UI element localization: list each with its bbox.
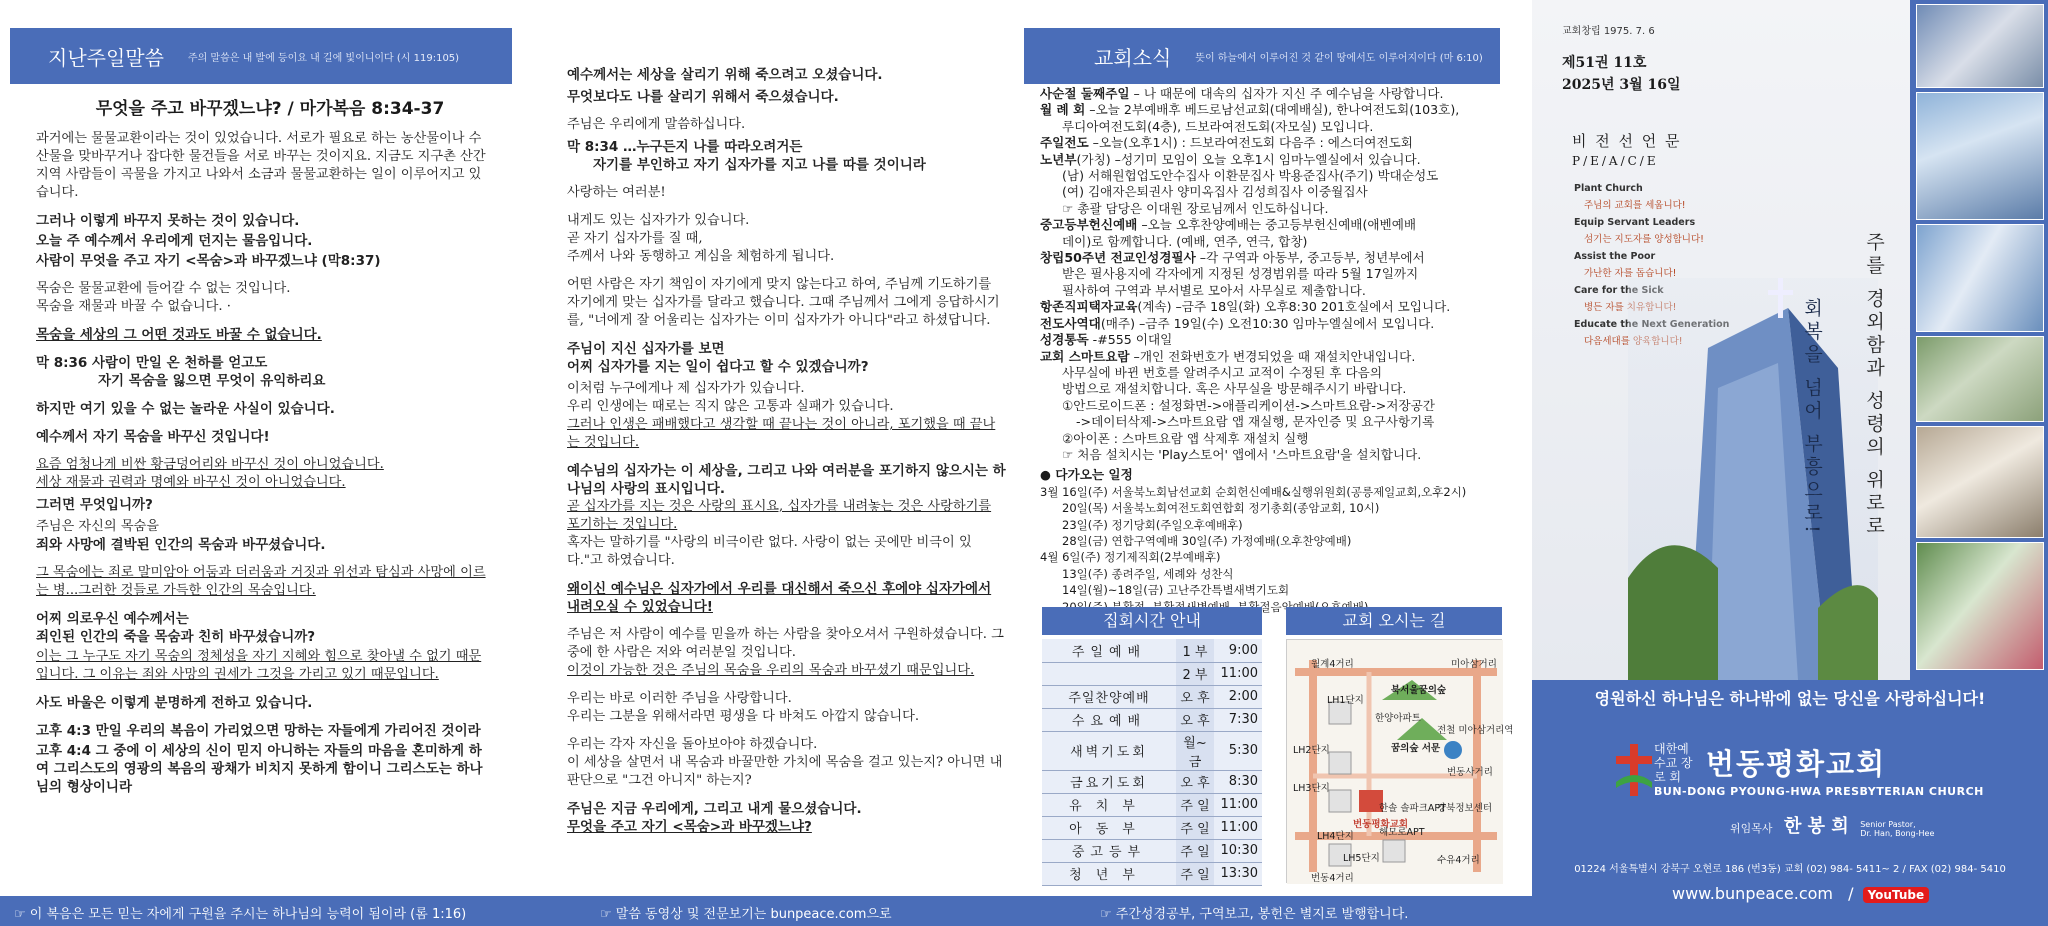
church-name: 번동평화교회 — [1706, 747, 1887, 781]
news-item: (남) 서해원헙업도안수집사 이환문집사 박용준집사(주기) 박대순성도 — [1062, 168, 1439, 184]
issue-date: 2025년 3월 16일 — [1562, 77, 1681, 93]
table-row: 주일예배 1 부 9:00 — [1042, 639, 1262, 662]
map-label: 번동4거리 — [1311, 873, 1354, 884]
news-item: ☞ 총괄 담당은 이대원 장로님께서 인도하십니다. — [1062, 200, 1329, 216]
sermon-para: 곧 자기 십자가를 질 때, — [567, 231, 703, 246]
sermon-column — [0, 0, 534, 926]
sermon-para: 어찌 의로우신 예수께서는 — [36, 611, 189, 627]
sermon-para: 목숨을 재물과 바꿀 수 없습니다. · — [36, 299, 231, 314]
sermon-para: 우리 인생에는 때로는 직지 않은 고통과 실패가 있습니다. — [567, 399, 894, 414]
sermon-para: 곧 십자가를 지는 것은 사랑의 표시요, 십자가를 내려놓는 것은 사랑하기를 포기하는 것입니다. — [567, 499, 992, 532]
map-label: LH3단지 — [1293, 783, 1330, 794]
map-label: 한양아파트 — [1375, 713, 1421, 724]
news-item: 주일전도 –오늘(오후1시) : 드보라여전도회 다음주 : 에스더여전도회 — [1040, 135, 1413, 151]
news-item: 필사하여 구역과 부서별로 모아서 사무실로 제출합니다. — [1062, 282, 1366, 298]
news-item: 창립50주년 전교인성경필사 –각 구역과 아동부, 중고등부, 청년부에서 — [1040, 250, 1425, 266]
church-photo — [1916, 336, 2044, 422]
map-canvas — [1286, 639, 1514, 884]
sermon-header-verse: 주의 말씀은 내 발에 등이요 내 길에 빛이니이다 (시 119:105) — [187, 52, 460, 64]
table-row: 청년부 주 일 13:30 — [1042, 862, 1262, 885]
church-photo — [1916, 542, 2044, 670]
sermon-para: 사도 바울은 이렇게 분명하게 전하고 있습니다. — [36, 695, 313, 711]
footer-verse: ☞ 이 복음은 모든 믿는 자에게 구원을 주시는 하나님의 능력이 됨이라 (롬 1:16) — [14, 907, 467, 922]
map-label: LH2단지 — [1293, 745, 1330, 756]
sermon-para: 목숨은 물물교환에 들어갈 수 없는 것입니다. — [36, 281, 291, 296]
map-label: 수유4거리 — [1437, 855, 1480, 866]
table-row: 수요예배 오 후 7:30 — [1042, 708, 1262, 731]
table-row: 주일찬양예배 오 후 2:00 — [1042, 685, 1262, 708]
footer-publication-note: ☞ 주간성경공부, 구역보고, 봉헌은 별지로 발행합니다. — [1100, 907, 1409, 922]
sermon-para: 주님이 지신 십자가를 보면 — [567, 341, 725, 357]
news-item: 교회 스마트요람 –개인 전화번호가 변경되었을 때 재설치안내입니다. — [1040, 348, 1416, 364]
sermon-para: 그 목숨에는 죄로 말미암아 어둠과 더러움과 거짓과 위선과 탐심과 사망에 이르는 병...그러한 것들로 가득한 인간의 목숨입니다. — [36, 565, 486, 598]
church-photo — [1916, 92, 2044, 220]
vertical-slogan-2: 회복을 넘어 부흥으로! — [1801, 298, 1823, 537]
map-label: 번동평화교회 — [1353, 819, 1409, 830]
issue-volume: 제51권 11호 — [1562, 55, 1647, 71]
church-name-block — [1654, 742, 1984, 798]
table-row: 아동부 주 일 11:00 — [1042, 816, 1262, 839]
church-photo — [1916, 426, 2044, 538]
map-label: LH1단지 — [1327, 695, 1364, 706]
news-item: 전도사역대(매주) –금주 19일(수) 오전10:30 임마누엘실에서 모입니다. — [1040, 315, 1435, 331]
sermon-para: 어떤 사람은 자기 책임이 자기에게 맞지 않는다고 하여, 주님께 기도하기를 자기에게 맞는 십자가를 달라고 했습니다. 그때 주님께서 그에게 응답하시기를, "너에게 잘 어울리는 십자가는 이미 십자가가 아니다"라고 하셨답니다. — [567, 277, 1000, 328]
news-item: 데이)로 함께합니다. (예배, 연주, 연극, 합창) — [1062, 233, 1308, 249]
church-news — [1040, 86, 1510, 615]
news-item: 성경통독 -#555 이대일 — [1040, 332, 1173, 348]
upcoming-item: 23일(주) 정기당회(주일오후예배후) — [1062, 517, 1243, 532]
sermon-continued-column — [555, 0, 1025, 926]
sermon-para: 주께서 나와 동행하고 계심을 체험하게 됩니다. — [567, 249, 835, 264]
upcoming-item: 4월 6일(주) 정기제직회(2부예배후) — [1040, 550, 1221, 565]
map-label: LH4단지 — [1317, 831, 1354, 842]
news-item: 루디아여전도회(4층), 드보라여전도회(자모실) 모입니다. — [1062, 118, 1374, 134]
sermon-para: 하지만 여기 있을 수 없는 놀라운 사실이 있습니다. — [36, 401, 335, 417]
news-item: ②아이폰 : 스마트요람 앱 삭제후 재설치 실행 — [1062, 430, 1309, 446]
upcoming-item: 20일(목) 서울북노회여전도회연합회 정기총회(종암교회, 10시) — [1062, 501, 1380, 516]
sermon-para: 이 세상을 살면서 내 목숨과 바꿀만한 가치에 목숨을 걸고 있는지? 아니면 내 판단으로 "그건 아니지" 하는지? — [567, 755, 1003, 788]
vision-item-en: Equip Servant Leaders — [1574, 217, 1696, 228]
sermon-para: 우리는 바로 이러한 주님을 사랑합니다. — [567, 691, 792, 706]
sermon-para: 자기를 부인하고 자기 십자가를 지고 나를 따를 것이니라 — [593, 157, 926, 173]
vision-title: 비 전 선 언 문 — [1572, 132, 1682, 150]
news-item: ->데이터삭제->스마트요람 앱 재실행, 문자인증 및 요구사항기록 — [1076, 414, 1435, 430]
vision-item-ko: 병든 자를 치유합니다! — [1584, 302, 1677, 313]
sermon-para: 그러나 이렇게 바꾸지 못하는 것이 있습니다. — [36, 213, 300, 229]
news-header — [1024, 28, 1500, 84]
sermon-para: 주님은 지금 우리에게, 그리고 내게 물으셨습니다. — [567, 801, 862, 817]
upcoming-title: ● 다가오는 일정 — [1040, 467, 1133, 483]
news-item: (여) 김애자은퇴권사 양미옥집사 김성희집사 이중월집사 — [1062, 184, 1368, 200]
pastor-title: 위임목사 — [1730, 822, 1773, 835]
youtube-icon[interactable]: YouTube — [1863, 887, 1930, 903]
church-photo — [1916, 224, 2044, 332]
cover-column — [1532, 0, 2048, 926]
denomination: 대한예수교 장 로 회 — [1654, 742, 1693, 784]
sermon-para: 왜이신 예수님은 십자가에서 우리를 대신해서 죽으신 후에야 십자가에서 내려오실 수 있었습니다! — [567, 581, 992, 615]
issue-info — [1562, 52, 1681, 96]
sermon-para: 자기 목숨을 잃으면 무엇이 유익하리요 — [98, 373, 326, 389]
vision-item-en: Care for the Sick — [1574, 285, 1664, 296]
news-item: ☞ 처음 설치시는 'Play스토어' 앱에서 '스마트요람'을 설치합니다. — [1062, 446, 1422, 462]
news-item: ①안드로이드폰 : 설정화면->애플리케이션->스마트요람->저장공간 — [1062, 397, 1435, 413]
news-item: 월 례 회 –오늘 2부예배후 베드로남선교회(대예배실), 한나여전도회(103호), — [1040, 102, 1460, 118]
upcoming-item: 14일(월)~18일(금) 고난주간특별새벽기도회 — [1062, 583, 1290, 598]
map-roads — [1287, 640, 1503, 884]
sermon-body — [36, 130, 486, 806]
sermon-para: 사랑하는 여러분! — [567, 185, 666, 200]
sermon-para: 그러나 인생은 패배했다고 생각할 때 끝나는 것이 아니라, 포기했을 때 끝나는 것입니다. — [567, 417, 996, 450]
news-item: 항존직피택자교육(계속) –금주 18일(화) 오후8:30 201호실에서 모입니다. — [1040, 299, 1451, 315]
sermon-para: 목숨을 세상의 그 어떤 것과도 바꿀 수 없습니다. — [36, 327, 322, 343]
church-building-icon — [1628, 278, 1878, 680]
table-row: 중고등부 주 일 10:30 — [1042, 839, 1262, 862]
map-title: 교회 오시는 길 — [1286, 607, 1502, 635]
church-photo — [1916, 4, 2044, 88]
vertical-slogan-1: 주를 경외함과 성령의 위로로 — [1863, 232, 1885, 539]
founded-date: 교회창립 1975. 7. 6 — [1562, 26, 1655, 37]
directions-map — [1286, 607, 1514, 884]
footer-bar — [0, 896, 1532, 926]
table-row: 새벽기도회 월~금 5:30 — [1042, 731, 1262, 770]
sermon-para: 내게도 있는 십자가가 있습니다. — [567, 213, 750, 228]
sermon-header — [10, 28, 512, 84]
news-header-title: 교회소식 — [1094, 45, 1172, 70]
sermon-para: 주님은 저 사람이 예수를 믿을까 하는 사람을 찾아오셔서 구원하셨습니다. 그중에 한 사람은 저와 여러분일 것입니다. — [567, 627, 1004, 660]
sermon-para: 예수께서 자기 목숨을 바꾸신 것입니다! — [36, 429, 270, 445]
sermon-para: 죄인된 인간의 죽을 목숨과 친히 바꾸셨습니까? — [36, 629, 316, 645]
website-url[interactable]: www.bunpeace.com — [1672, 884, 1834, 903]
sermon-para: 막 8:36 사람이 만일 온 천하를 얻고도 — [36, 355, 268, 371]
news-item: 받은 필사용지에 각자에게 지정된 성경범위를 따라 5월 17일까지 — [1062, 266, 1419, 282]
vision-item-en: Educate the Next Generation — [1574, 319, 1730, 330]
sermon-para: 무엇보다도 나를 살리기 위해서 죽으셨습니다. — [567, 89, 839, 105]
map-label: 월계4거리 — [1311, 659, 1354, 670]
sermon-para: 그러면 무엇입니까? — [36, 497, 153, 513]
service-schedule — [1042, 607, 1262, 886]
sermon-para: 예수님의 십자가는 이 세상을, 그리고 나와 여러분을 포기하지 않으시는 하나님의 사랑의 표시입니다. — [567, 463, 1006, 497]
vision-item-ko: 섬기는 지도자를 양성합니다! — [1584, 234, 1704, 245]
table-row: 유치부 주 일 11:00 — [1042, 793, 1262, 816]
photo-strip — [1910, 0, 2048, 680]
sermon-body-2 — [567, 66, 1007, 846]
upcoming-item: 3월 16일(주) 서울북노회남선교회 순회헌신예배&실행위원회(공릉제일교회,오후2시) — [1040, 484, 1467, 499]
sermon-para: 세상 재물과 권력과 명예와 바꾸신 것이 아니었습니다. — [36, 475, 346, 490]
church-address: 01224 서울특별시 강북구 오현로 186 (번3동) 교회 (02) 984- 5411~ 2 / FAX (02) 984- 5410 — [1574, 864, 2006, 875]
pastor-name: 한 봉 희 — [1784, 816, 1849, 837]
sermon-para: 사람이 무엇을 주고 자기 <목숨>과 바꾸겠느냐 (막8:37) — [36, 253, 381, 269]
map-label: 미아삼거리 — [1451, 659, 1497, 670]
map-label: 한솔 솔파크APT — [1379, 803, 1446, 814]
news-item: 노년부(가칭) –성기미 모임이 오늘 오후1시 임마누엘실에서 있습니다. — [1040, 151, 1421, 167]
news-header-verse: 뜻이 하늘에서 이루어진 것 같이 땅에서도 이루어지이다 (마 6:10) — [1195, 52, 1483, 64]
vision-item-en: Assist the Poor — [1574, 251, 1656, 262]
map-label: 북서울꿈의숲 — [1391, 685, 1447, 696]
footer-video-note: ☞ 말씀 동영상 및 전문보기는 bunpeace.com으로 — [600, 907, 892, 922]
pastor-info — [1730, 812, 1934, 838]
vision-item-ko: 가난한 자를 돕습니다! — [1584, 268, 1677, 279]
news-item: 중고등부헌신예배 –오늘 오후찬양예배는 중고등부헌신예배(애벤예배 — [1040, 217, 1417, 233]
pastor-en: Senior Pastor, Dr. Han, Bong-Hee — [1860, 820, 1935, 838]
sermon-para: 예수께서는 세상을 살리기 위해 죽으려고 오셨습니다. — [567, 67, 883, 83]
sermon-para: 우리는 그분을 위해서라면 평생을 다 바쳐도 아깝지 않습니다. — [567, 709, 920, 724]
news-item: 사순절 둘째주일 – 나 때문에 대속의 십자가 지신 주 예수님을 사랑합니다. — [1040, 86, 1444, 101]
upcoming-item: 28일(금) 연합구역예배 30일(주) 가정예배(오후찬양예배) — [1062, 533, 1352, 548]
sermon-para: 고후 4:3 만일 우리의 복음이 가리었으면 망하는 자들에게 가리어진 것이라 — [36, 723, 481, 739]
schedule-table — [1042, 639, 1262, 886]
website-link[interactable]: www.bunpeace.com / YouTube — [1672, 884, 1929, 903]
news-item: 사무실에 바뀐 번호를 알려주시고 교적이 수정된 후 다음의 — [1062, 364, 1382, 380]
sermon-para: 이것이 가능한 것은 주님의 목숨을 우리의 목숨과 바꾸셨기 때문입니다. — [567, 663, 975, 678]
sermon-para: 주님은 우리에게 말씀하십니다. — [567, 117, 746, 132]
map-label: 꿈의숲 서문 — [1391, 743, 1441, 754]
map-label: LH5단지 — [1343, 853, 1380, 864]
map-label: 번동사거리 — [1447, 767, 1493, 778]
motto: 영원하신 하나님은 하나밖에 없는 당신을 사랑하십니다! — [1594, 689, 1986, 708]
map-label: 전철 미아삼거리역 — [1437, 725, 1514, 736]
sermon-title: 무엇을 주고 바꾸겠느냐? / 마가복음 8:34-37 — [95, 99, 445, 119]
sermon-para: 과거에는 물물교환이라는 것이 있었습니다. 서로가 필요로 하는 농산물이나 수산물을 맞바꾸거나 잡다한 물건들을 서로 바꾸는 것이지요. 지금도 지구촌 산간지역 사람들이 곡물을 가지고 나와서 소금과 물물교환하는 일이 이루어지고 있습니다. — [36, 131, 486, 200]
news-item: 방법으로 재설치합니다. 혹은 사무실을 방문해주시기 바랍니다. — [1062, 381, 1407, 397]
sermon-para: 요즘 엄청나게 비싼 황금덩어리와 바꾸신 것이 아니었습니다. — [36, 457, 384, 472]
sermon-para: 이는 그 누구도 자기 목숨의 정체성을 자기 지혜와 힘으로 찾아낼 수 없기 때문입니다. 그 이유는 죄와 사망의 권세가 그것을 가리고 있기 때문입니다. — [36, 649, 482, 682]
sermon-para: 이처럼 누구에게나 제 십자가가 있습니다. — [567, 381, 805, 396]
sermon-para: 고후 4:4 그 중에 이 세상의 신이 믿지 아니하는 자들의 마음을 혼미하게 하여 그리스도의 영광의 복음의 광채가 비치지 못하게 함이니 그리스도는 하나님의 형상이니라 — [36, 743, 483, 795]
sermon-para: 주님은 자신의 목숨을 — [36, 519, 160, 534]
map-label: 강북정보센터 — [1437, 803, 1493, 814]
map-label: 해모로APT — [1379, 827, 1425, 838]
table-row: 금요기도회 오 후 8:30 — [1042, 770, 1262, 793]
vision-item-ko: 다음세대를 양육합니다! — [1584, 336, 1683, 347]
sermon-para: 무엇을 주고 자기 <목숨>과 바꾸겠느냐? — [567, 819, 812, 835]
sermon-para: 죄와 사망에 결박된 인간의 목숨과 바꾸셨습니다. — [36, 537, 326, 553]
sermon-para: 우리는 각자 자신을 돌아보아야 하겠습니다. — [567, 737, 818, 752]
vision-item-en: Plant Church — [1574, 183, 1643, 194]
upcoming-item: 13일(주) 종려주일, 세례와 성찬식 — [1062, 566, 1234, 581]
church-name-en: BUN-DONG PYOUNG-HWA PRESBYTERIAN CHURCH — [1654, 785, 1984, 798]
sermon-header-title: 지난주일말씀 — [48, 45, 164, 70]
sermon-para: 어찌 십자가를 지는 일이 쉽다고 할 수 있겠습니까? — [567, 359, 869, 375]
sermon-para: 막 8:34 …누구든지 나를 따라오려거든 — [567, 139, 803, 155]
sermon-para: 혹자는 말하기를 "사랑의 비극이란 없다. 사랑이 없는 곳에만 비극이 있다."고 하였습니다. — [567, 535, 972, 568]
table-row: 2 부 11:00 — [1042, 662, 1262, 685]
vision-acronym: P/E/A/C/E — [1572, 154, 1659, 168]
church-logo-icon — [1612, 742, 1656, 798]
sermon-para: 오늘 주 예수께서 우리에게 던지는 물음입니다. — [36, 233, 313, 249]
schedule-title: 집회시간 안내 — [1042, 607, 1262, 635]
vision-item-ko: 주님의 교회를 세웁니다! — [1584, 200, 1686, 211]
